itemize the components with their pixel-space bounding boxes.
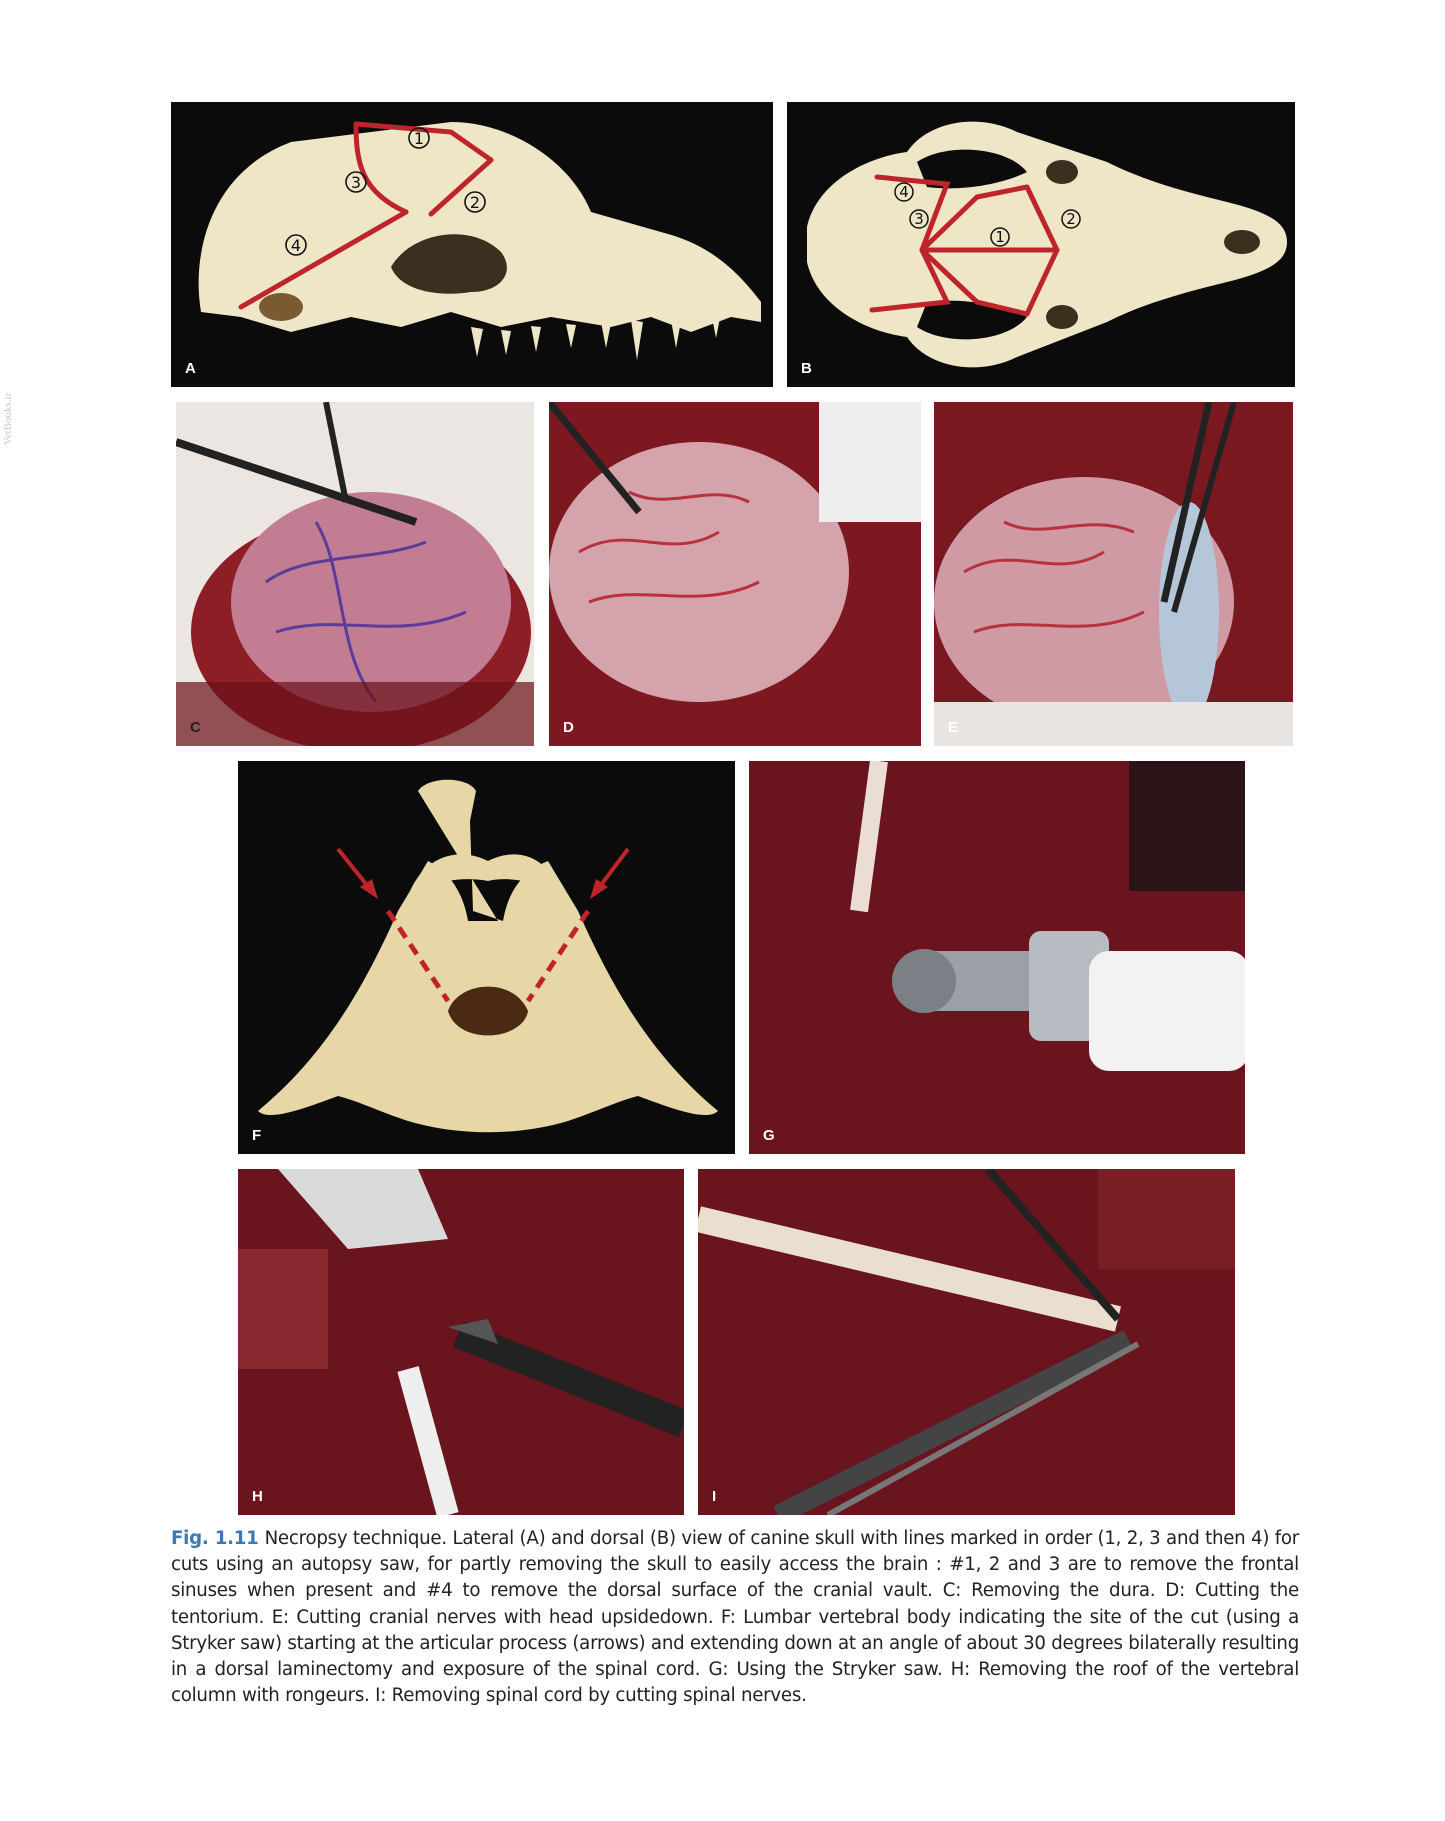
- panel-label-d: D: [563, 719, 574, 736]
- panel-label-f: F: [252, 1127, 262, 1144]
- figure-panel-b: [787, 102, 1295, 387]
- figure-panel-d: [549, 402, 921, 746]
- figure-panel-i: [698, 1169, 1235, 1515]
- cut-mark-b-4: 4: [899, 183, 909, 201]
- cut-mark-4: 4: [290, 236, 302, 255]
- skull-dorsal-illustration: [787, 102, 1295, 387]
- figure-panel-h: [238, 1169, 684, 1515]
- figure-caption: [171, 1526, 1299, 1709]
- panel-label-b: B: [801, 360, 812, 377]
- figure-panel-e: [934, 402, 1293, 746]
- brain-tentorium-photo: [549, 402, 921, 746]
- cut-mark-b-2: 2: [1066, 210, 1076, 228]
- lumbar-vertebra-illustration: [238, 761, 735, 1154]
- panel-label-h: H: [252, 1488, 263, 1505]
- spinal-cord-removal-photo: [698, 1169, 1235, 1515]
- watermark: VetBooks.ir: [2, 392, 14, 445]
- rongeurs-photo: [238, 1169, 684, 1515]
- panel-label-e: E: [948, 719, 959, 736]
- panel-label-c: C: [190, 719, 201, 736]
- figure-panel-a: [171, 102, 773, 387]
- brain-dura-photo: [176, 402, 534, 746]
- panel-label-g: G: [763, 1127, 775, 1144]
- cut-mark-b-3: 3: [914, 210, 924, 228]
- stryker-saw-photo: [749, 761, 1245, 1154]
- brain-cranial-nerves-photo: [934, 402, 1293, 746]
- figure-panel-c: [176, 402, 534, 746]
- cut-mark-2: 2: [469, 193, 481, 212]
- panel-label-a: A: [185, 360, 196, 377]
- skull-lateral-illustration: [171, 102, 773, 387]
- cut-mark-1: 1: [413, 129, 425, 148]
- caption-text: Necropsy technique. Lateral (A) and dorsal (B) view of canine skull with lines marked in order (1, 2, 3 and then 4) for cuts using an autopsy saw, for partly removing the skull to easily access the brain : #1, 2 and 3 are to remove the frontal sinuses when present and #4 to remove the dorsal surface of the cranial vault. C: Removing the dura. D: Cutting the tentorium. E: Cutting cranial nerves with head upsidedown. F: Lumbar vertebral body indicating the site of the cut (using a Stryker saw) starting at the articular process (arrows) and extending down at an angle of about 30 degrees bilaterally resulting in a dorsal laminectomy and exposure of the spinal cord. G: Using the Stryker saw. H: Removing the roof of the vertebral column with rongeurs. I: Removing spinal cord by cutting spinal nerves.: [171, 1528, 1299, 1707]
- panel-label-i: I: [712, 1488, 717, 1505]
- figure-label: Fig. 1.11: [171, 1528, 259, 1549]
- cut-mark-3: 3: [350, 173, 362, 192]
- figure-panel-g: [749, 761, 1245, 1154]
- figure-panel-f: [238, 761, 735, 1154]
- cut-mark-b-1: 1: [995, 228, 1005, 246]
